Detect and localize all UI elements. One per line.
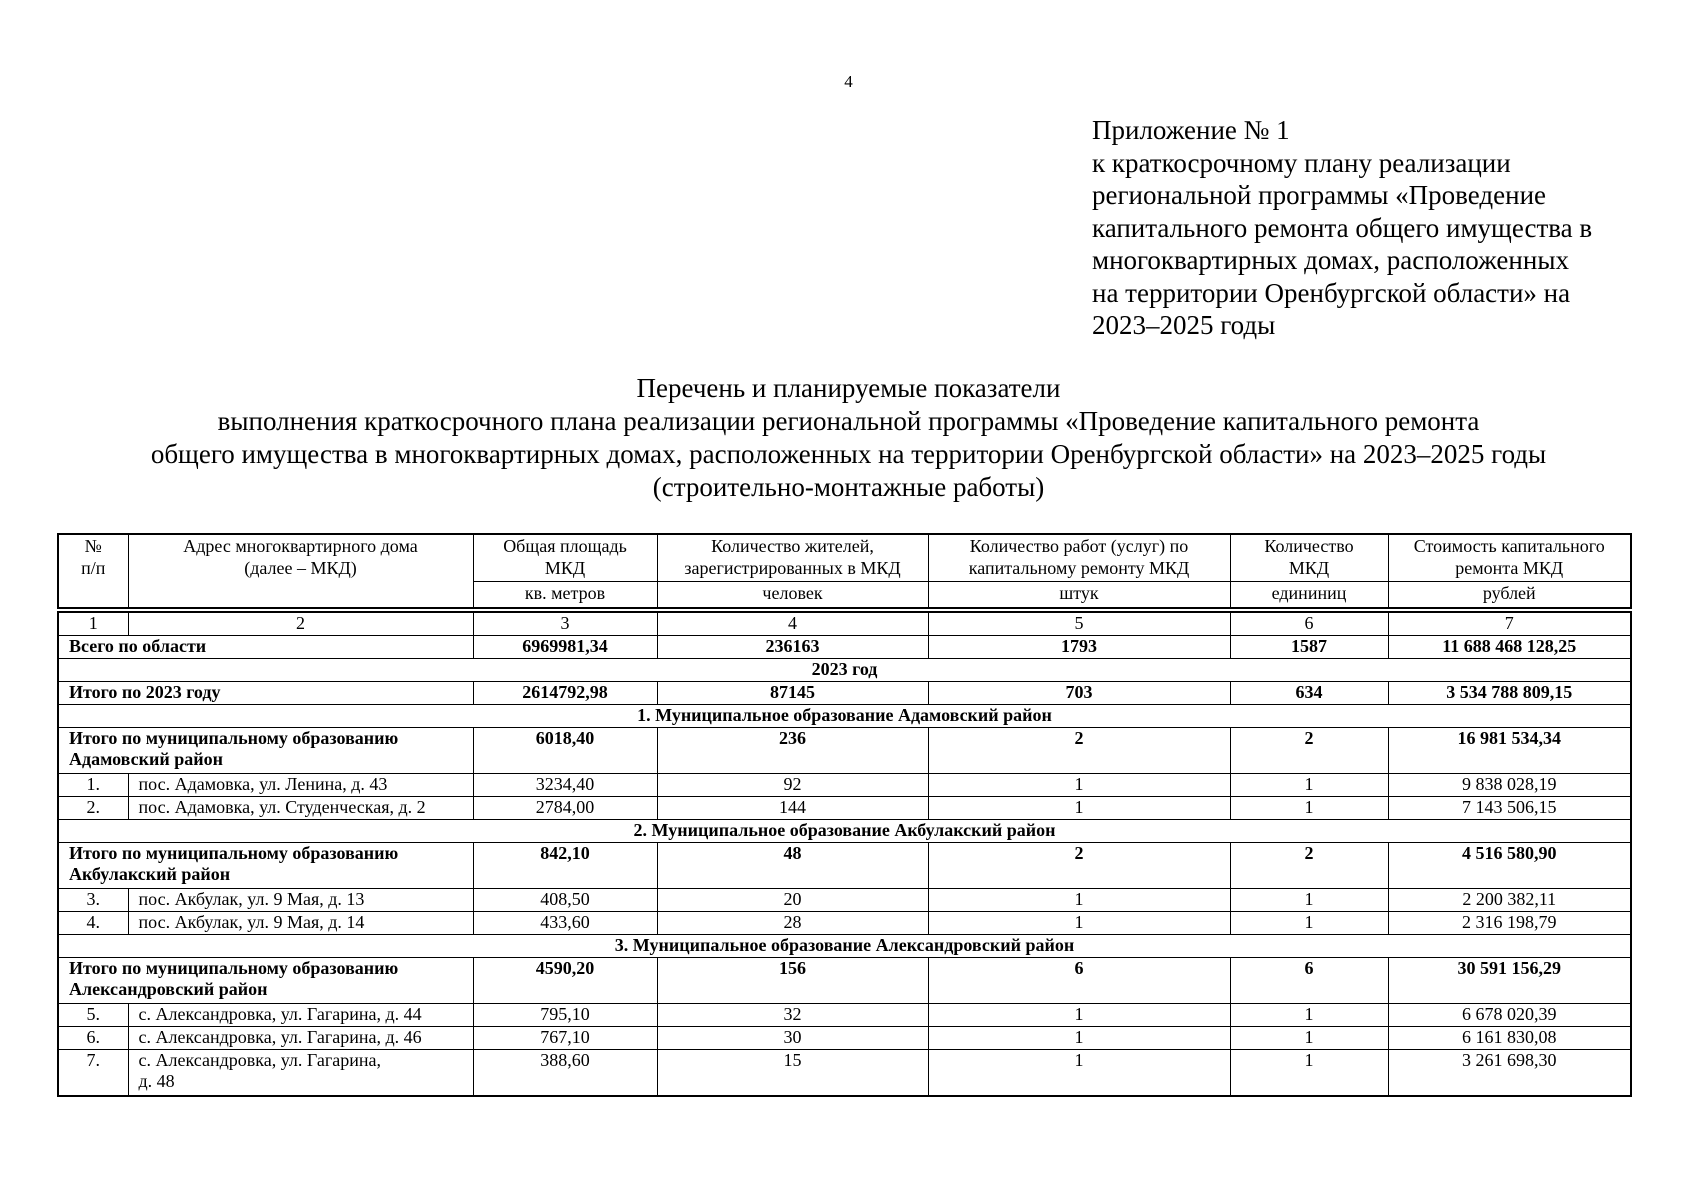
appendix-block <box>1092 114 1652 342</box>
row-cost: 2 200 382,11 <box>1388 889 1631 912</box>
row-works: 1 <box>928 1050 1230 1097</box>
header-works: Количество работ (услуг) по капитальному ремонту МКД <box>928 534 1230 582</box>
total-residents: 48 <box>657 843 928 889</box>
row-cost: 7 143 506,15 <box>1388 797 1631 820</box>
row-address: с. Александровка, ул. Гагарина, д. 46 <box>128 1027 473 1050</box>
row-count: 1 <box>1230 797 1388 820</box>
total-count: 634 <box>1230 682 1388 705</box>
row-cost: 2 316 198,79 <box>1388 912 1631 935</box>
column-number-cell: 5 <box>928 612 1230 636</box>
appendix-line: на территории Оренбургской области» на <box>1092 277 1571 308</box>
row-area: 795,10 <box>473 1004 657 1027</box>
municipality-heading-cell: 2. Муниципальное образование Акбулакский район <box>58 820 1631 843</box>
row-count: 1 <box>1230 912 1388 935</box>
column-numbers-row <box>58 612 1631 636</box>
row-address: с. Александровка, ул. Гагарина, д. 44 <box>128 1004 473 1027</box>
row-residents: 144 <box>657 797 928 820</box>
row-count: 1 <box>1230 1004 1388 1027</box>
total-residents: 87145 <box>657 682 928 705</box>
total-cost: 30 591 156,29 <box>1388 958 1631 1004</box>
total-residents: 156 <box>657 958 928 1004</box>
row-num: 1. <box>58 774 128 797</box>
total-label: Всего по области <box>58 636 473 659</box>
total-count: 2 <box>1230 843 1388 889</box>
row-cost: 3 261 698,30 <box>1388 1050 1631 1097</box>
table-header <box>57 533 1632 609</box>
column-number-cell: 6 <box>1230 612 1388 636</box>
total-works: 1793 <box>928 636 1230 659</box>
row-area: 2784,00 <box>473 797 657 820</box>
row-num: 5. <box>58 1004 128 1027</box>
document-title <box>0 372 1697 504</box>
row-num: 3. <box>58 889 128 912</box>
municipality-heading-cell: 1. Муниципальное образование Адамовский район <box>58 705 1631 728</box>
total-cost: 16 981 534,34 <box>1388 728 1631 774</box>
header-cost: Стоимость капитального ремонта МКД <box>1388 534 1631 582</box>
header-num: № п/п <box>58 534 128 608</box>
row-address: пос. Адамовка, ул. Студенческая, д. 2 <box>128 797 473 820</box>
total-area: 6969981,34 <box>473 636 657 659</box>
unit-works: штук <box>928 582 1230 609</box>
table-row <box>58 1050 1631 1097</box>
row-cost: 9 838 028,19 <box>1388 774 1631 797</box>
row-works: 1 <box>928 1004 1230 1027</box>
header-count: Количество МКД <box>1230 534 1388 582</box>
total-area: 2614792,98 <box>473 682 657 705</box>
title-line: Перечень и планируемые показатели <box>636 373 1061 403</box>
row-num: 4. <box>58 912 128 935</box>
total-area: 6018,40 <box>473 728 657 774</box>
total-label: Итого по 2023 году <box>58 682 473 705</box>
row-works: 1 <box>928 797 1230 820</box>
row-address: пос. Акбулак, ул. 9 Мая, д. 13 <box>128 889 473 912</box>
title-line: общего имущества в многоквартирных домах, расположенных на территории Оренбургской области» на 2023–2025 годы <box>150 439 1547 469</box>
total-cost: 3 534 788 809,15 <box>1388 682 1631 705</box>
total-label: Итого по муниципальному образованию Адамовский район <box>58 728 473 774</box>
unit-residents: человек <box>657 582 928 609</box>
row-area: 408,50 <box>473 889 657 912</box>
total-cost: 4 516 580,90 <box>1388 843 1631 889</box>
row-works: 1 <box>928 912 1230 935</box>
row-address: пос. Акбулак, ул. 9 Мая, д. 14 <box>128 912 473 935</box>
appendix-line: Приложение № 1 <box>1092 115 1290 145</box>
title-line: выполнения краткосрочного плана реализации региональной программы «Проведение капитального ремонта <box>217 406 1480 436</box>
total-count: 2 <box>1230 728 1388 774</box>
unit-area: кв. метров <box>473 582 657 609</box>
row-area: 767,10 <box>473 1027 657 1050</box>
appendix-line: 2023–2025 годы <box>1092 310 1276 340</box>
row-residents: 20 <box>657 889 928 912</box>
appendix-line: к краткосрочному плану реализации <box>1092 147 1511 178</box>
title-line: (строительно-монтажные работы) <box>652 472 1045 502</box>
municipality-heading-cell: 3. Муниципальное образование Александровский район <box>58 935 1631 958</box>
unit-count: едининиц <box>1230 582 1388 609</box>
total-count: 1587 <box>1230 636 1388 659</box>
total-residents: 236163 <box>657 636 928 659</box>
total-count: 6 <box>1230 958 1388 1004</box>
column-number-cell: 7 <box>1388 612 1631 636</box>
column-number-cell: 1 <box>58 612 128 636</box>
region-total-row <box>58 636 1631 659</box>
row-residents: 92 <box>657 774 928 797</box>
page-number: 4 <box>844 72 853 91</box>
row-residents: 32 <box>657 1004 928 1027</box>
row-works: 1 <box>928 1027 1230 1050</box>
table-row <box>58 797 1631 820</box>
municipality-heading <box>58 705 1631 728</box>
row-count: 1 <box>1230 774 1388 797</box>
table-row <box>58 774 1631 797</box>
row-works: 1 <box>928 889 1230 912</box>
year-heading-cell: 2023 год <box>58 659 1631 682</box>
appendix-line: капитального ремонта общего имущества в <box>1092 212 1593 243</box>
row-residents: 28 <box>657 912 928 935</box>
row-address: пос. Адамовка, ул. Ленина, д. 43 <box>128 774 473 797</box>
municipality-total-row <box>58 958 1631 1004</box>
column-number-cell: 4 <box>657 612 928 636</box>
unit-cost: рублей <box>1388 582 1631 609</box>
appendix-line: региональной программы «Проведение <box>1092 180 1547 210</box>
header-area: Общая площадь МКД <box>473 534 657 582</box>
table-row <box>58 1027 1631 1050</box>
municipality-total-row <box>58 728 1631 774</box>
row-address: с. Александровка, ул. Гагарина, д. 48 <box>128 1050 473 1097</box>
row-count: 1 <box>1230 1027 1388 1050</box>
total-area: 4590,20 <box>473 958 657 1004</box>
header-residents: Количество жителей, зарегистрированных в МКД <box>657 534 928 582</box>
total-works: 2 <box>928 843 1230 889</box>
total-works: 6 <box>928 958 1230 1004</box>
row-residents: 15 <box>657 1050 928 1097</box>
column-number-cell: 3 <box>473 612 657 636</box>
row-num: 7. <box>58 1050 128 1097</box>
row-num: 2. <box>58 797 128 820</box>
total-residents: 236 <box>657 728 928 774</box>
year-heading <box>58 659 1631 682</box>
total-label: Итого по муниципальному образованию Александровский район <box>58 958 473 1004</box>
column-number-cell: 2 <box>128 612 473 636</box>
total-label: Итого по муниципальному образованию Акбулакский район <box>58 843 473 889</box>
header-address: Адрес многоквартирного дома (далее – МКД) <box>128 534 473 608</box>
year-total-row <box>58 682 1631 705</box>
row-cost: 6 161 830,08 <box>1388 1027 1631 1050</box>
total-cost: 11 688 468 128,25 <box>1388 636 1631 659</box>
municipality-total-row <box>58 843 1631 889</box>
row-count: 1 <box>1230 1050 1388 1097</box>
total-works: 2 <box>928 728 1230 774</box>
row-residents: 30 <box>657 1027 928 1050</box>
row-area: 433,60 <box>473 912 657 935</box>
municipality-heading <box>58 935 1631 958</box>
row-cost: 6 678 020,39 <box>1388 1004 1631 1027</box>
row-area: 388,60 <box>473 1050 657 1097</box>
table-row <box>58 1004 1631 1027</box>
table-row <box>58 912 1631 935</box>
municipality-heading <box>58 820 1631 843</box>
total-works: 703 <box>928 682 1230 705</box>
row-num: 6. <box>58 1027 128 1050</box>
data-table <box>57 611 1632 1097</box>
appendix-line: многоквартирных домах, расположенных <box>1092 245 1569 275</box>
row-works: 1 <box>928 774 1230 797</box>
row-area: 3234,40 <box>473 774 657 797</box>
table-row <box>58 889 1631 912</box>
row-count: 1 <box>1230 889 1388 912</box>
total-area: 842,10 <box>473 843 657 889</box>
